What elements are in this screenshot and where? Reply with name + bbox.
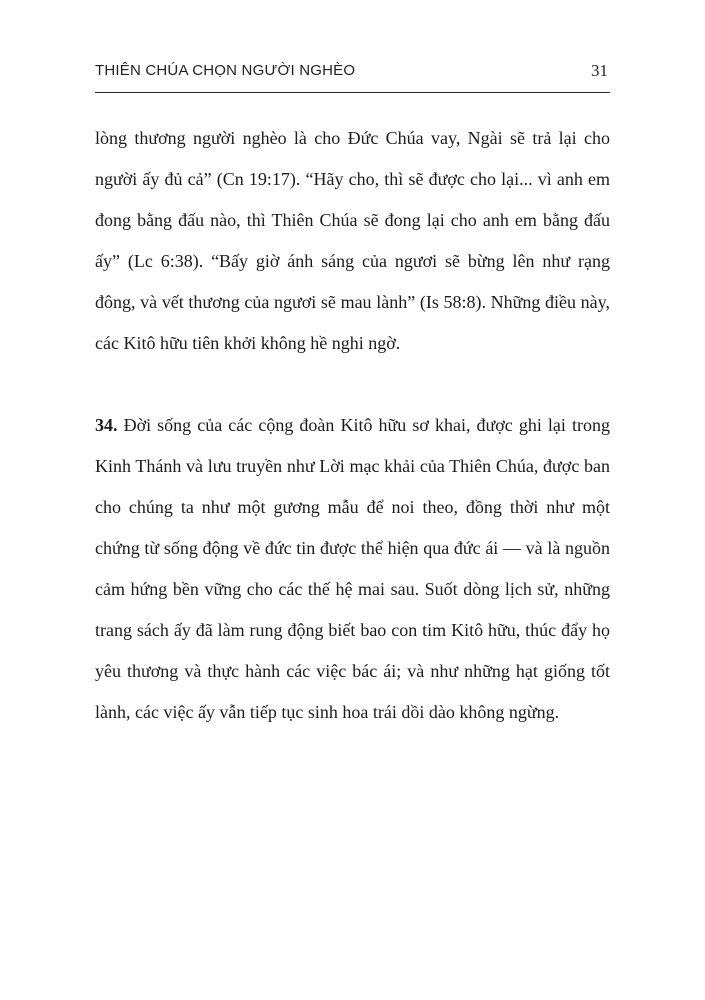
body-text <box>95 118 610 733</box>
paragraph-continuation <box>95 118 610 364</box>
paragraph-number: 34. <box>95 415 118 435</box>
running-title: THIÊN CHÚA CHỌN NGƯỜI NGHÈO <box>95 62 356 79</box>
page-number: 31 <box>591 61 608 80</box>
paragraph-text: lòng thương người nghèo là cho Đức Chúa vay, Ngài sẽ trả lại cho người ấy đủ cả” (Cn 19:17). “Hãy cho, thì sẽ được cho lại... vì anh em đong bằng đấu nào, thì Thiên Chúa sẽ đong lại cho anh em bằng đấu ấy” (Lc 6:38). “Bấy giờ ánh sáng của ngươi sẽ bừng lên như rạng đông, và vết thương của ngươi sẽ mau lành” (Is 58:8). Những điều này, các Kitô hữu tiên khởi không hề nghi ngờ. <box>95 128 610 353</box>
paragraph-text: Đời sống của các cộng đoàn Kitô hữu sơ khai, được ghi lại trong Kinh Thánh và lưu truyền như Lời mạc khải của Thiên Chúa, được ban cho chúng ta như một gương mẫu để noi theo, đồng thời như một chứng từ sống động về đức tin được thể hiện qua đức ái — và là nguồn cảm hứng bền vững cho các thế hệ mai sau. Suốt dòng lịch sử, những trang sách ấy đã làm rung động biết bao con tim Kitô hữu, thúc đẩy họ yêu thương và thực hành các việc bác ái; và như những hạt giống tốt lành, các việc ấy vẫn tiếp tục sinh hoa trái dồi dào không ngừng. <box>95 415 610 722</box>
page-header <box>95 62 610 93</box>
paragraph-34 <box>95 405 610 733</box>
